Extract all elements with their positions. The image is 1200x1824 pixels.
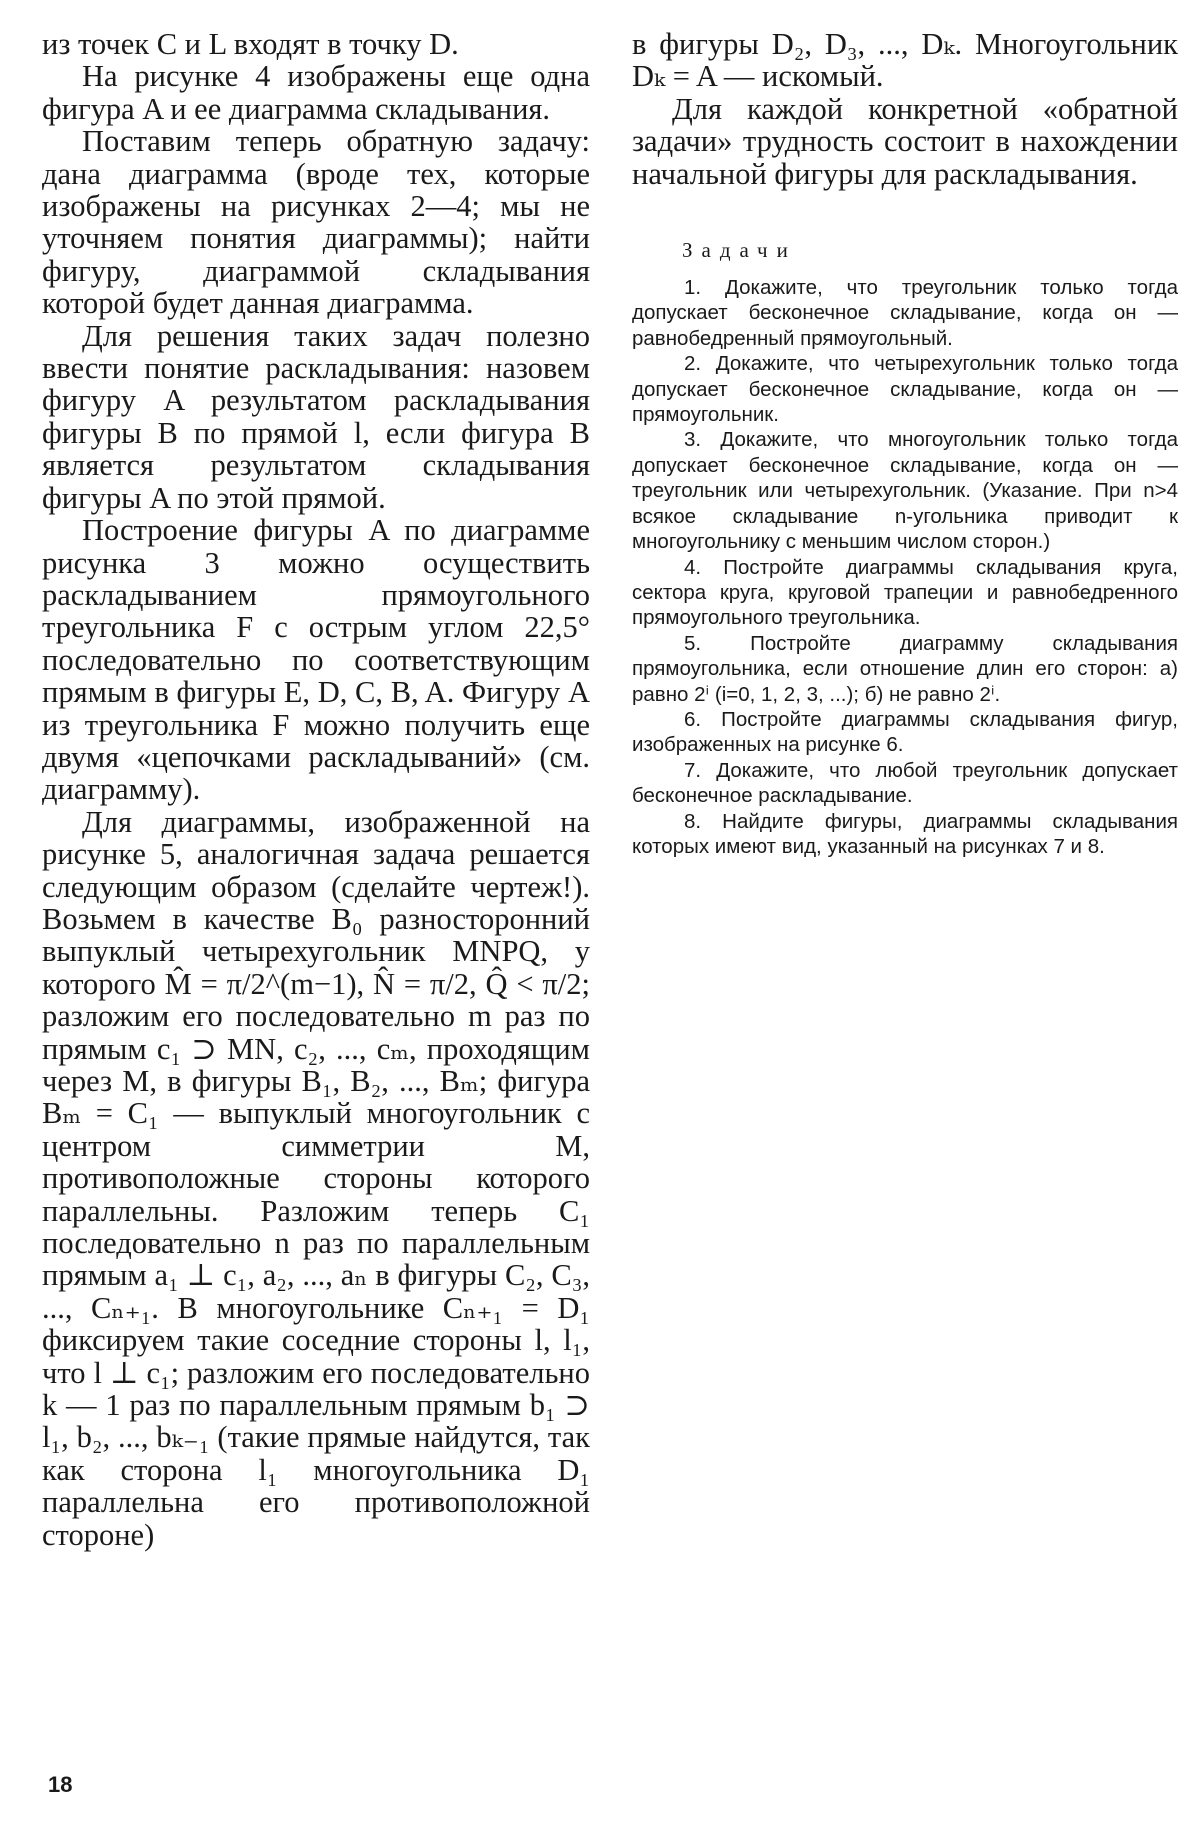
task-item xyxy=(632,351,1178,427)
task-number: 1. xyxy=(684,276,702,300)
task-text: Докажите, что многоугольник только тогда допускает бесконечное складывание, когда он — треугольник или четырехугольник. (Указание. При n>4 всякое складывание n-угольника приводит к многоугольнику с меньшим числом сторон.) xyxy=(632,428,1179,554)
paragraph: Для диаграммы, изображенной на рисунке 5, аналогичная задача решается следующим образом (сделайте чертеж!). Возьмем в качестве B₀ разносторонний выпуклый четырехугольник MNPQ, у которого M̂ = π/2^(m−1), N̂ = π/2, Q̂ < π/2; разложим его последовательно m раз по прямым c₁ ⊃ MN, c₂, ..., cₘ, проходящим через M, в фигуры B₁, B₂, ..., Bₘ; фигура Bₘ = C₁ — выпуклый многоугольник с центром симметрии M, противоположные стороны которого параллельны. Разложим теперь C₁ последовательно n раз по параллельным прямым a₁ ⊥ c₁, a₂, ..., aₙ в фигуры C₂, C₃, ..., Cₙ₊₁. В многоугольнике Cₙ₊₁ = D₁ фиксируем такие соседние стороны l, l₁, что l ⊥ c₁; разложим его последовательно k — 1 раз по параллельным прямым b₁ ⊃ l₁, b₂, ..., bₖ₋₁ (такие прямые найдутся, так как сторона l₁ многоугольника D₁ параллельна его противоположной стороне) xyxy=(42,804,590,1552)
left-column xyxy=(42,28,590,1551)
task-text: Постройте диаграмму складывания прямоугольника, если отношение длин его сторон: а) равно 2ⁱ (i=0, 1, 2, 3, ...); б) не равно 2ⁱ. xyxy=(632,631,1178,706)
task-item xyxy=(632,809,1178,860)
tasks-heading: Задачи xyxy=(682,238,797,263)
task-number: 8. xyxy=(684,809,702,833)
task-item xyxy=(632,707,1178,758)
task-text: Докажите, что треугольник только тогда допускает бесконечное складывание, когда он — равнобедренный прямоугольный. xyxy=(632,276,1178,350)
task-item xyxy=(632,758,1178,809)
task-text: Докажите, что любой треугольник допускает бесконечное раскладывание. xyxy=(632,758,1178,808)
task-text: Постройте диаграммы складывания круга, сектора круга, круговой трапеции и равнобедренного прямоугольного треугольника. xyxy=(632,555,1178,630)
task-item xyxy=(632,427,1178,554)
task-number: 4. xyxy=(684,555,702,579)
tasks-list xyxy=(632,275,1178,859)
task-number: 5. xyxy=(684,631,702,655)
task-number: 7. xyxy=(684,758,702,782)
task-text: Постройте диаграммы складывания фигур, изображенных на рисунке 6. xyxy=(632,707,1178,757)
task-number: 2. xyxy=(684,352,702,376)
paragraph: в фигуры D₂, D₃, ..., Dₖ. Многоугольник Dₖ = A — искомый. xyxy=(632,27,1178,94)
task-number: 6. xyxy=(684,707,702,731)
paragraph: Поставим теперь обратную задачу: дана диаграмма (вроде тех, которые изображены на рисунках 2—4; мы не уточняем понятия диаграммы); найти фигуру, диаграммой складывания которой будет данная диаграмма. xyxy=(42,124,590,321)
paragraph: из точек C и L входят в точку D. xyxy=(42,27,459,61)
paragraph: На рисунке 4 изображены еще одна фигура A и ее диаграмма складывания. xyxy=(42,59,590,126)
task-item xyxy=(632,631,1178,707)
paragraph: Построение фигуры A по диаграмме рисунка 3 можно осуществить раскладыванием прямоугольного треугольника F с острым углом 22,5° последовательно по соответствующим прямым в фигуры E, D, C, B, A. Фигуру A из треугольника F можно получить еще двумя «цепочками раскладываний» (см. диаграмму). xyxy=(42,513,590,807)
right-column xyxy=(632,28,1178,859)
paragraph: Для каждой конкретной «обратной задачи» трудность состоит в нахождении начальной фигуры для раскладывания. xyxy=(632,91,1178,191)
task-text: Найдите фигуры, диаграммы складывания которых имеют вид, указанный на рисунках 7 и 8. xyxy=(632,809,1178,858)
paragraph: Для решения таких задач полезно ввести понятие раскладывания: назовем фигуру A результатом раскладывания фигуры B по прямой l, если фигура B является результатом складывания фигуры A по этой прямой. xyxy=(42,318,590,515)
task-item xyxy=(632,555,1178,631)
page-number: 18 xyxy=(48,1772,73,1797)
task-item xyxy=(632,275,1178,351)
right-lead-text xyxy=(632,28,1178,190)
task-number: 3. xyxy=(684,428,702,452)
task-text: Докажите, что четырехугольник только тогда допускает бесконечное складывание, когда он — прямоугольник. xyxy=(632,352,1178,427)
